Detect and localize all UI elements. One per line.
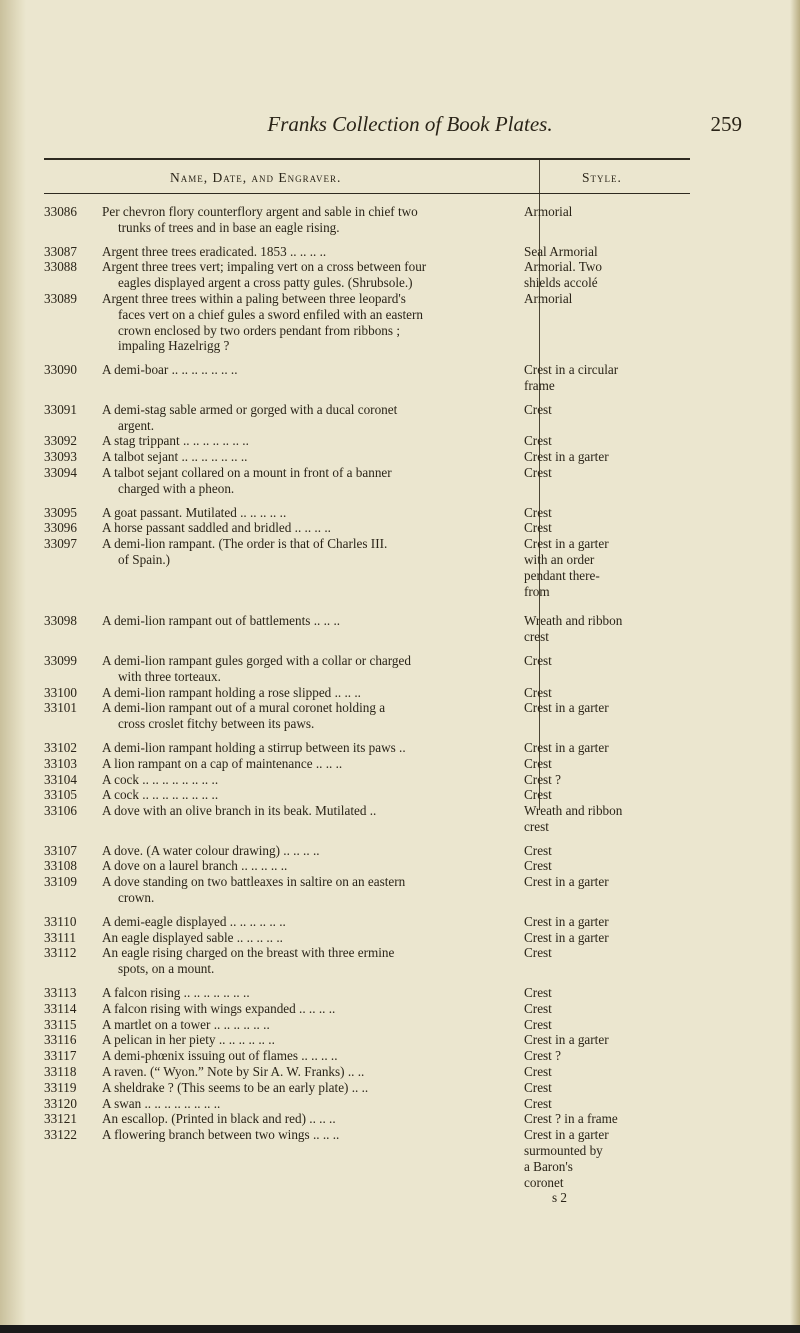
entry-description (88, 244, 502, 260)
style-line: Wreath and ribbon (524, 803, 623, 819)
style-line: Crest (524, 755, 552, 771)
entry-style (502, 1064, 664, 1080)
style-line: Crest in a garter (524, 1127, 609, 1143)
row-gap (0, 977, 800, 985)
entry-style (502, 362, 664, 394)
table-row (0, 1017, 800, 1033)
description-line: A goat passant. Mutilated .. .. .. .. .. (102, 504, 287, 520)
entry-description (88, 520, 502, 536)
catalogue-number: 33092 (44, 433, 77, 449)
entry-style (502, 787, 664, 803)
table-row (0, 1064, 800, 1080)
entry-description (88, 930, 502, 946)
table-row (0, 1111, 800, 1127)
row-gap (0, 394, 800, 402)
description-line: A stag trippant .. .. .. .. .. .. .. (102, 433, 249, 449)
entry-style (502, 772, 664, 788)
table-row (0, 204, 800, 236)
entry-style (502, 402, 664, 434)
description-line: A falcon rising with wings expanded .. .. .. .. (102, 1000, 336, 1016)
style-line: crest (524, 629, 549, 645)
style-line: Crest in a garter (524, 449, 609, 465)
description-line: faces vert on a chief gules a sword enfiled with an eastern (118, 306, 424, 322)
catalogue-number: 33096 (44, 520, 77, 536)
entry-style (502, 843, 664, 859)
entry-style (502, 874, 664, 906)
entry-description (88, 945, 502, 977)
description-line: A flowering branch between two wings .. .. .. (102, 1127, 340, 1143)
row-gap (0, 497, 800, 505)
table-row (0, 874, 800, 906)
catalogue-number: 33114 (44, 1000, 77, 1016)
header-rule (44, 193, 690, 194)
entry-description (88, 1127, 502, 1206)
header-style: Style. (582, 170, 622, 185)
entry-style (502, 930, 664, 946)
style-line: Crest (524, 1064, 552, 1080)
entry-style (502, 1096, 664, 1112)
row-gap (0, 645, 800, 653)
style-line: frame (524, 377, 555, 393)
description-line: A dove. (A water colour drawing) .. .. .. .. (102, 842, 320, 858)
catalogue-number: 33101 (44, 700, 77, 716)
catalogue-number: 33094 (44, 464, 77, 480)
entry-style (502, 505, 664, 521)
description-line: A demi-lion rampant out of battlements .. .. .. (102, 613, 341, 629)
catalogue-number: 33106 (44, 803, 77, 819)
entry-style (502, 1111, 664, 1127)
table-row (0, 520, 800, 536)
entry-description (88, 259, 502, 291)
entry-style (502, 914, 664, 930)
entry-style (502, 433, 664, 449)
signature-mark: s 2 (552, 1190, 568, 1206)
entry-description (88, 505, 502, 521)
table-row (0, 930, 800, 946)
style-line: surmounted by (524, 1143, 603, 1159)
entry-description (88, 756, 502, 772)
description-line: argent. (118, 417, 155, 433)
description-line: A falcon rising .. .. .. .. .. .. .. (102, 985, 250, 1001)
catalogue-number: 33116 (44, 1032, 77, 1048)
entry-style (502, 1127, 664, 1206)
table-row (0, 1032, 800, 1048)
row-gap (0, 236, 800, 244)
table-row (0, 259, 800, 291)
description-line: A pelican in her piety .. .. .. .. .. .. (102, 1032, 275, 1048)
table-row (0, 843, 800, 859)
description-line: An eagle rising charged on the breast with three ermine (102, 945, 395, 961)
entry-description (88, 874, 502, 906)
table-row (0, 1080, 800, 1096)
catalogue-number: 33117 (44, 1048, 77, 1064)
style-line: Crest (524, 1000, 552, 1016)
entry-style (502, 756, 664, 772)
description-line: A talbot sejant collared on a mount in front of a banner (102, 464, 392, 480)
style-line: from (524, 583, 550, 599)
entry-description (88, 700, 502, 732)
header-name-date-engraver: Name, Date, and Engraver. (170, 170, 342, 185)
style-line: a Baron's (524, 1158, 573, 1174)
description-line: A martlet on a tower .. .. .. .. .. .. (102, 1016, 270, 1032)
catalogue-number: 33091 (44, 401, 77, 417)
table-row (0, 1127, 800, 1206)
top-rule (44, 158, 690, 160)
running-title: Franks Collection of Book Plates. (267, 112, 553, 136)
entry-description (88, 787, 502, 803)
entry-style (502, 700, 664, 732)
catalogue-number: 33105 (44, 787, 77, 803)
table-row (0, 291, 800, 354)
style-line: Crest (524, 945, 552, 961)
catalogue-number: 33115 (44, 1016, 77, 1032)
description-line: A dove with an olive branch in its beak. Mutilated .. (102, 803, 377, 819)
description-line: trunks of trees and in base an eagle rising. (118, 219, 340, 235)
style-line: Crest in a garter (524, 700, 609, 716)
entry-style (502, 945, 664, 977)
table-row (0, 449, 800, 465)
description-line: A demi-lion rampant out of a mural coronet holding a (102, 700, 386, 716)
catalogue-number: 33108 (44, 858, 77, 874)
catalogue-number: 33086 (44, 204, 77, 219)
entry-description (88, 843, 502, 859)
entry-style (502, 1001, 664, 1017)
style-line: Crest (524, 520, 552, 536)
entry-style (502, 244, 664, 260)
entry-description (88, 1048, 502, 1064)
style-line: Crest in a garter (524, 874, 609, 890)
entry-description (88, 740, 502, 756)
table-row (0, 1096, 800, 1112)
catalogue-number: 33095 (44, 504, 77, 520)
description-line: A dove standing on two battleaxes in saltire on an eastern (102, 874, 406, 890)
row-gap (0, 732, 800, 740)
catalogue-number: 33112 (44, 945, 77, 961)
style-line: Crest (524, 1079, 552, 1095)
style-line: Crest ? (524, 771, 561, 787)
description-line: Argent three trees within a paling between three leopard's (102, 290, 406, 306)
description-line: A dove on a laurel branch .. .. .. .. .. (102, 858, 288, 874)
catalogue-number: 33098 (44, 613, 77, 629)
style-line: with an order (524, 551, 595, 567)
description-line: A demi-boar .. .. .. .. .. .. .. (102, 362, 238, 378)
catalogue-number: 33118 (44, 1064, 77, 1080)
entry-description (88, 613, 502, 645)
entry-description (88, 1001, 502, 1017)
catalogue-number: 33120 (44, 1095, 77, 1111)
style-line: shields accolé (524, 275, 598, 291)
entry-description (88, 914, 502, 930)
table-row (0, 402, 800, 434)
catalogue-number: 33110 (44, 913, 77, 929)
style-line: Armorial (524, 204, 573, 219)
description-line: eagles displayed argent a cross patty gules. (Shrubsole.) (118, 275, 413, 291)
catalogue-number: 33107 (44, 842, 77, 858)
style-line: Crest in a garter (524, 536, 609, 552)
description-line: A demi-lion rampant gules gorged with a collar or charged (102, 652, 411, 668)
description-line: A talbot sejant .. .. .. .. .. .. .. (102, 449, 248, 465)
table-row (0, 740, 800, 756)
description-line: A raven. (“ Wyon.” Note by Sir A. W. Franks) .. .. (102, 1064, 365, 1080)
catalogue-number: 33109 (44, 874, 77, 890)
entry-style (502, 465, 664, 497)
description-line: A demi-phœnix issuing out of flames .. .. .. .. (102, 1048, 338, 1064)
entry-description (88, 449, 502, 465)
catalogue-number: 33104 (44, 771, 77, 787)
style-line: Crest (524, 985, 552, 1001)
description-line: An escallop. (Printed in black and red) .. .. .. (102, 1111, 336, 1127)
catalogue-number: 33111 (44, 929, 76, 945)
style-line: Crest in a garter (524, 913, 609, 929)
entry-description (88, 1064, 502, 1080)
description-line: A lion rampant on a cap of maintenance .. .. .. (102, 755, 343, 771)
catalogue-number: 33087 (44, 243, 77, 259)
entry-style (502, 858, 664, 874)
style-line: Crest (524, 652, 552, 668)
table-row (0, 772, 800, 788)
description-line: impaling Hazelrigg ? (118, 338, 230, 354)
style-line: Crest in a garter (524, 739, 609, 755)
entry-description (88, 803, 502, 835)
entry-description (88, 858, 502, 874)
style-line: crest (524, 818, 549, 834)
entry-description (88, 433, 502, 449)
entry-style (502, 204, 664, 236)
style-line: Armorial (524, 290, 573, 306)
entry-style (502, 291, 664, 354)
table-row (0, 1048, 800, 1064)
catalogue-number: 33121 (44, 1111, 77, 1127)
table-row (0, 244, 800, 260)
row-gap (0, 599, 800, 613)
style-line: Crest (524, 787, 552, 803)
entry-description (88, 985, 502, 1001)
style-line: Seal Armorial (524, 243, 598, 259)
style-line: Crest in a garter (524, 1032, 609, 1048)
table-row (0, 985, 800, 1001)
description-line: of Spain.) (118, 551, 171, 567)
entry-style (502, 1048, 664, 1064)
table-row (0, 803, 800, 835)
catalogue-number: 33093 (44, 449, 77, 465)
catalogue-number: 33088 (44, 259, 77, 275)
style-line: pendant there- (524, 567, 600, 583)
entry-style (502, 653, 664, 685)
catalogue-number: 33113 (44, 985, 77, 1001)
entry-style (502, 613, 664, 645)
entry-description (88, 1017, 502, 1033)
entry-description (88, 536, 502, 599)
entry-description (88, 465, 502, 497)
entry-description (88, 685, 502, 701)
table-row (0, 858, 800, 874)
entry-description (88, 653, 502, 685)
style-line: Crest (524, 433, 552, 449)
catalogue-number: 33097 (44, 536, 77, 552)
style-line: Crest (524, 684, 552, 700)
description-line: cross croslet fitchy between its paws. (118, 716, 315, 732)
table-row (0, 685, 800, 701)
description-line: Argent three trees eradicated. 1853 .. .. .. .. (102, 243, 327, 259)
entry-description (88, 291, 502, 354)
description-line: A demi-lion rampant holding a rose slipped .. .. .. (102, 684, 361, 700)
description-line: Argent three trees vert; impaling vert on a cross between four (102, 259, 427, 275)
style-line: Crest (524, 842, 552, 858)
description-line: A demi-stag sable armed or gorged with a ducal coronet (102, 401, 398, 417)
table-row (0, 756, 800, 772)
table-row (0, 787, 800, 803)
table-row (0, 914, 800, 930)
entry-description (88, 204, 502, 236)
entry-style (502, 985, 664, 1001)
entry-style (502, 520, 664, 536)
entry-style (502, 1017, 664, 1033)
description-line: crown enclosed by two orders pendant from ribbons ; (118, 322, 400, 338)
table-row (0, 613, 800, 645)
entry-description (88, 1032, 502, 1048)
entry-description (88, 772, 502, 788)
style-line: Crest (524, 464, 552, 480)
style-line: Crest (524, 858, 552, 874)
description-line: An eagle displayed sable .. .. .. .. .. (102, 929, 283, 945)
entry-description (88, 1096, 502, 1112)
style-line: Crest (524, 1016, 552, 1032)
style-line: Armorial. Two (524, 259, 602, 275)
entry-style (502, 685, 664, 701)
entry-style (502, 803, 664, 835)
description-line: charged with a pheon. (118, 480, 235, 496)
description-line: spots, on a mount. (118, 961, 215, 977)
style-line: Crest (524, 401, 552, 417)
description-line: with three torteaux. (118, 668, 221, 684)
page-number: 259 (710, 112, 742, 136)
table-row (0, 1001, 800, 1017)
description-line: A demi-lion rampant holding a stirrup between its paws .. (102, 739, 406, 755)
description-line: A demi-lion rampant. (The order is that of Charles III. (102, 536, 388, 552)
table-row (0, 653, 800, 685)
style-line: Crest ? (524, 1048, 561, 1064)
style-line: Crest (524, 504, 552, 520)
table-row (0, 536, 800, 599)
row-gap (0, 354, 800, 362)
style-line: Crest in a garter (524, 929, 609, 945)
description-line: A demi-eagle displayed .. .. .. .. .. .. (102, 913, 286, 929)
entry-description (88, 1111, 502, 1127)
row-gap (0, 835, 800, 843)
catalogue-number: 33099 (44, 652, 77, 668)
running-head (60, 112, 760, 140)
entry-style (502, 449, 664, 465)
style-line: Wreath and ribbon (524, 613, 623, 629)
entry-style (502, 536, 664, 599)
catalogue-number: 33122 (44, 1127, 77, 1143)
description-line: A horse passant saddled and bridled .. .. .. .. (102, 520, 331, 536)
entries-list (0, 204, 800, 1206)
entry-style (502, 740, 664, 756)
description-line: Per chevron flory counterflory argent and sable in chief two (102, 204, 418, 219)
entry-style (502, 259, 664, 291)
entry-style (502, 1032, 664, 1048)
table-row (0, 505, 800, 521)
style-line: Crest (524, 1095, 552, 1111)
style-line: coronet (524, 1174, 564, 1190)
style-line: Crest ? in a frame (524, 1111, 618, 1127)
catalogue-number: 33089 (44, 290, 77, 306)
entry-style (502, 1080, 664, 1096)
catalogue-number: 33100 (44, 684, 77, 700)
entry-description (88, 362, 502, 394)
row-gap (0, 906, 800, 914)
description-line: crown. (118, 890, 155, 906)
entry-description (88, 1080, 502, 1096)
page-bottom-edge (0, 1325, 800, 1333)
description-line: A cock .. .. .. .. .. .. .. .. (102, 787, 219, 803)
catalogue-number: 33102 (44, 739, 77, 755)
table-row (0, 433, 800, 449)
table-row (0, 945, 800, 977)
table-row (0, 362, 800, 394)
table-row (0, 700, 800, 732)
description-line: A cock .. .. .. .. .. .. .. .. (102, 771, 219, 787)
entry-description (88, 402, 502, 434)
catalogue-number: 33090 (44, 362, 77, 378)
catalogue-number: 33119 (44, 1079, 77, 1095)
style-line: Crest in a circular (524, 362, 619, 378)
description-line: A sheldrake ? (This seems to be an early plate) .. .. (102, 1079, 369, 1095)
catalogue-number: 33103 (44, 755, 77, 771)
table-header (0, 170, 800, 190)
description-line: A swan .. .. .. .. .. .. .. .. (102, 1095, 221, 1111)
table-row (0, 465, 800, 497)
